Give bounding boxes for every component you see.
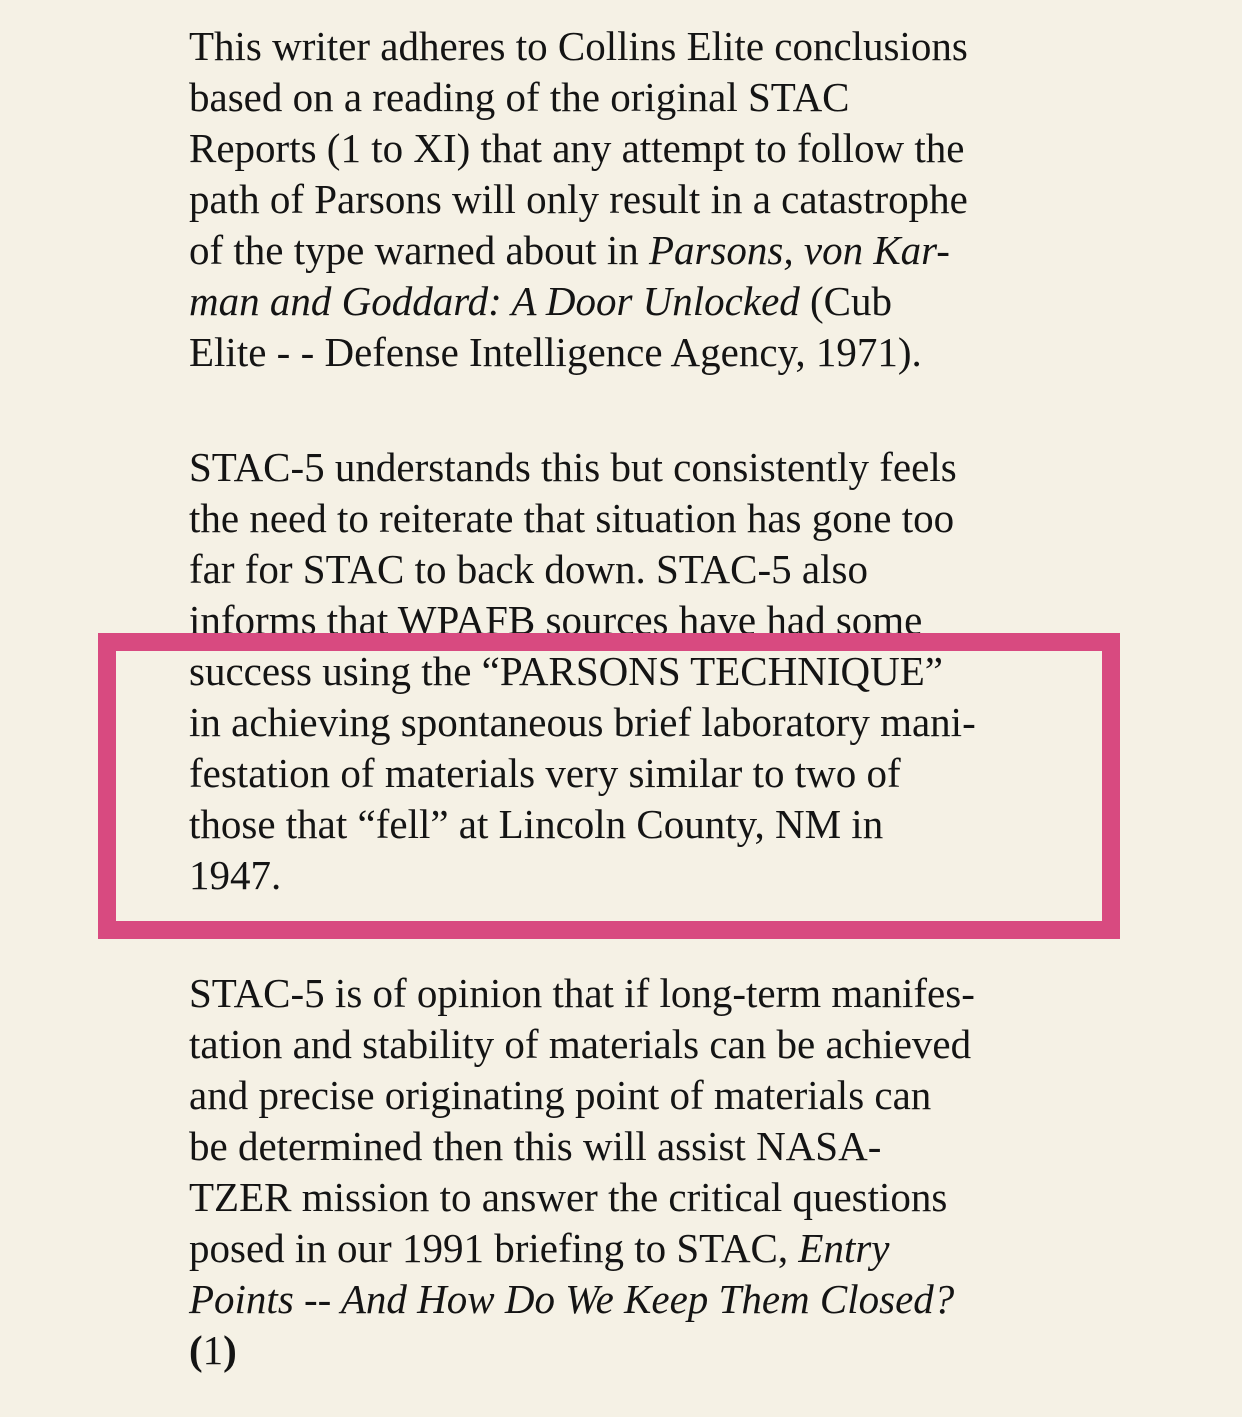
paragraph-2-line-9: 1947.	[189, 852, 282, 898]
paragraph-2-line-7: festation of materials very similar to two of	[189, 750, 901, 796]
paragraph-2-line-2: the need to reiterate that situation has gone too	[189, 495, 955, 541]
paragraph-1-line-6	[189, 276, 892, 327]
paragraph-2-line-8: those that “fell” at Lincoln County, NM in	[189, 801, 884, 847]
cited-title-part-2: man and Goddard: A Door Unlocked	[189, 278, 800, 324]
footnote-open-paren: (	[189, 1327, 203, 1373]
paragraph-3-line-2: tation and stability of materials can be achieved	[189, 1021, 972, 1067]
paragraph-3-line-6	[189, 1223, 890, 1274]
footnote-reference	[189, 1325, 237, 1376]
paragraph-3-line-3: and precise originating point of materials can	[189, 1072, 932, 1118]
paragraph-3-line-5: TZER mission to answer the critical questions	[189, 1174, 948, 1220]
cited-title-part-1: Parsons, von Kar-	[648, 227, 950, 273]
paragraph-2-line-4: informs that WPAFB sources have had some	[189, 597, 923, 643]
paragraph-1-line-5-text: of the type warned about in	[189, 227, 649, 273]
paragraph-1-line-5	[189, 225, 950, 276]
paragraph-1-line-2: based on a reading of the original STAC	[189, 74, 850, 120]
footnote-close-paren: )	[223, 1327, 237, 1373]
paragraph-1-line-4: path of Parsons will only result in a catastrophe	[189, 176, 968, 222]
paragraph-1-line-1: This writer adheres to Collins Elite conclusions	[189, 23, 968, 69]
paragraph-3-line-6-text: posed in our 1991 briefing to STAC,	[189, 1225, 799, 1271]
briefing-title-part-2: Points -- And How Do We Keep Them Closed?	[189, 1276, 955, 1322]
paragraph-1-line-3: Reports (1 to XI) that any attempt to follow the	[189, 125, 965, 171]
paragraph-2-line-1: STAC-5 understands this but consistently feels	[189, 444, 957, 490]
paragraph-1-line-7: Elite - - Defense Intelligence Agency, 1971).	[189, 329, 922, 375]
paragraph-3-line-1: STAC-5 is of opinion that if long-term manifes-	[189, 970, 975, 1016]
paragraph-3-line-4: be determined then this will assist NASA-	[189, 1123, 882, 1169]
paragraph-2-line-3: far for STAC to back down. STAC-5 also	[189, 546, 868, 592]
paragraph-2-line-5: success using the “PARSONS TECHNIQUE”	[189, 648, 943, 694]
footnote-number: 1	[202, 1327, 224, 1373]
paragraph-2-line-6: in achieving spontaneous brief laboratory mani-	[189, 699, 976, 745]
paragraph-1-line-6-text: (Cub	[799, 278, 893, 324]
paragraph-3-line-7	[189, 1274, 954, 1325]
briefing-title-part-1: Entry	[798, 1225, 890, 1271]
